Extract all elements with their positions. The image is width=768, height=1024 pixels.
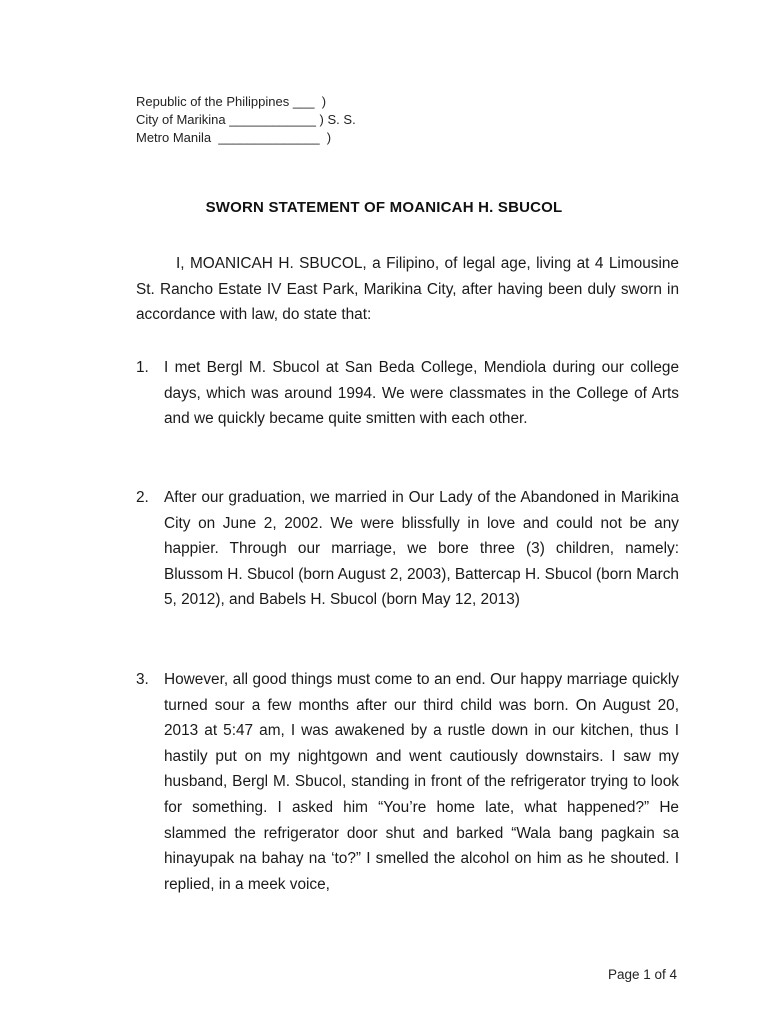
- page-number: Page 1 of 4: [607, 967, 677, 982]
- list-item: [136, 355, 679, 432]
- item-number: 1.: [136, 359, 149, 376]
- item-text: After our graduation, we married in Our Lady of the Abandoned in Marikina City on June 2, 2002. We were blissfully in love and could not be any happier. Through our marriage, we bore three (3) children, namely: Blussom H. Sbucol (born August 2, 2003), Battercap H. Sbucol (born March 5, 2012), and Babels H. Sbucol (born May 12, 2013): [164, 489, 679, 609]
- item-number: 2.: [136, 489, 149, 506]
- document-title: SWORN STATEMENT OF MOANICAH H. SBUCOL: [205, 199, 563, 216]
- list-item: [136, 485, 679, 613]
- venue-line-republic: Republic of the Philippines ___ ): [136, 94, 327, 109]
- venue-line-city: City of Marikina ____________ ) S. S.: [136, 112, 356, 127]
- item-text: However, all good things must come to an end. Our happy marriage quickly turned sour a few months after our third child was born. On August 20, 2013 at 5:47 am, I was awakened by a rustle down in our kitchen, thus I hastily put on my nightgown and went cautiously downstairs. I saw my husband, Bergl M. Sbucol, standing in front of the refrigerator trying to look for something. I asked him “You’re home late, what happened?” He slammed the refrigerator door shut and barked “Wala bang pagkain sa hinayupak na bahay na ‘to?” I smelled the alcohol on him as he shouted. I replied, in a meek voice,: [164, 671, 679, 893]
- intro-paragraph: I, MOANICAH H. SBUCOL, a Filipino, of legal age, living at 4 Limousine St. Rancho Estate IV East Park, Marikina City, after having been duly sworn in accordance with law, do state that:: [136, 255, 679, 324]
- venue-line-metro: Metro Manila ______________ ): [136, 130, 332, 145]
- item-number: 3.: [136, 671, 149, 688]
- item-text: I met Bergl M. Sbucol at San Beda College, Mendiola during our college days, which was around 1994. We were classmates in the College of Arts and we quickly became quite smitten with each other.: [164, 359, 679, 428]
- list-item: [136, 667, 679, 897]
- venue-block: [136, 93, 356, 147]
